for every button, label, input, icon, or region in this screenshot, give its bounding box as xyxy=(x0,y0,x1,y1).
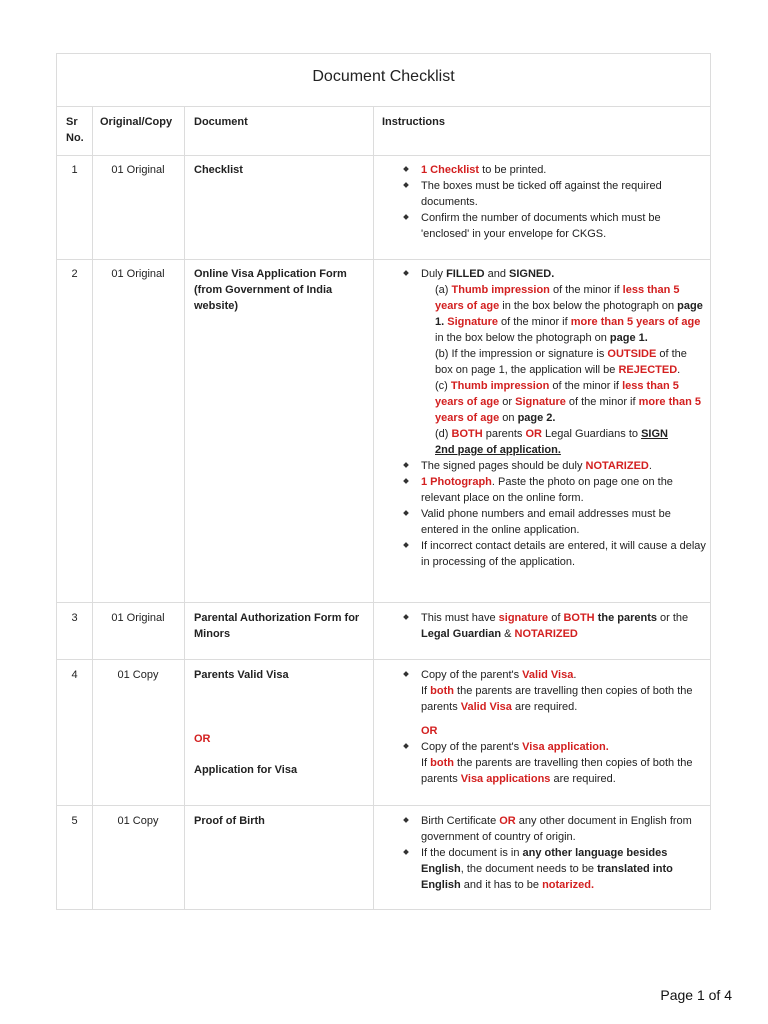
column-divider xyxy=(373,106,374,909)
row-divider xyxy=(57,106,710,107)
row5-document: Proof of Birth xyxy=(194,815,265,827)
row5-instructions xyxy=(401,813,706,893)
list-item: 1 Checklist to be printed. xyxy=(401,162,706,178)
list-item: If incorrect contact details are entered, it will cause a delay in processing of the application. xyxy=(401,538,706,570)
list-item: Duly FILLED and SIGNED. (a) Thumb impression of the minor if less than 5 years of age in the box below the photograph on page 1. Signature of the minor if more than 5 years of age in the box below the photograph on page 1. (b) If the impression or signature is OUTSIDE of the box on page 1, the application will be REJECTED. (c) Thumb impression of the minor if less than 5 years of age or Signature of the minor if more than 5 years of age on page 2. (d) BOTH parents OR Legal Guardians to SIGN 2nd page of application. xyxy=(401,266,706,458)
row2-document: Online Visa Application Form (from Government of India website) xyxy=(194,268,347,312)
row5-original-copy: 01 Copy xyxy=(117,815,159,827)
row-divider xyxy=(57,155,710,156)
row-divider xyxy=(57,659,710,660)
document-title: Document Checklist xyxy=(312,68,455,85)
row2-sr: 2 xyxy=(71,268,78,280)
subitem-c: (c) Thumb impression of the minor if less than 5 years of age or Signature of the minor if more than 5 years of age on page 2. xyxy=(435,380,701,424)
row3-original-copy: 01 Original xyxy=(111,612,165,624)
header-original-copy: Original/Copy xyxy=(100,116,173,128)
list-item: 1 Photograph. Paste the photo on page one on the relevant place on the online form. xyxy=(401,474,706,506)
subitem-d: (d) BOTH parents OR Legal Guardians to SIGN 2nd page of application. xyxy=(435,428,668,456)
list-item: Copy of the parent's Valid Visa. If both the parents are travelling then copies of both the parents Valid Visa are required. xyxy=(401,667,706,715)
page-number: Page 1 of 4 xyxy=(660,987,732,1003)
or-separator: OR xyxy=(421,725,438,737)
row3-document: Parental Authorization Form for Minors xyxy=(194,612,360,640)
row5-sr: 5 xyxy=(71,815,78,827)
list-item: This must have signature of BOTH the parents or the Legal Guardian & NOTARIZED xyxy=(401,610,706,642)
row4-sr: 4 xyxy=(71,669,78,681)
header-sr-no xyxy=(66,114,90,146)
row-divider xyxy=(57,259,710,260)
row2-original-copy: 01 Original xyxy=(111,268,165,280)
row3-sr: 3 xyxy=(71,612,78,624)
list-item: Copy of the parent's Visa application. If both the parents are travelling then copies of both the parents Visa applications are required. xyxy=(401,739,706,787)
row-divider xyxy=(57,602,710,603)
header-sr: Sr xyxy=(66,116,78,128)
list-item: The boxes must be ticked off against the required documents. xyxy=(401,178,706,210)
list-item: Birth Certificate OR any other document in English from government of country of origin. xyxy=(401,813,706,845)
list-item: The signed pages should be duly NOTARIZED. xyxy=(401,458,706,474)
list-item: If the document is in any other language besides English, the document needs to be translated into English and it has to be notarized. xyxy=(401,845,706,893)
row4-document-or: OR xyxy=(194,733,211,745)
row3-instructions xyxy=(401,610,706,642)
row4-document-visa: Parents Valid Visa xyxy=(194,669,289,681)
row1-instructions xyxy=(401,162,706,242)
header-instructions: Instructions xyxy=(382,116,445,128)
header-no: No. xyxy=(66,132,84,144)
row1-document: Checklist xyxy=(194,164,243,176)
header-document: Document xyxy=(194,116,248,128)
row4-instructions xyxy=(401,667,706,787)
row4-document-application: Application for Visa xyxy=(194,764,298,776)
row2-instructions xyxy=(401,266,706,570)
row1-original-copy: 01 Original xyxy=(111,164,165,176)
list-item: Confirm the number of documents which must be 'enclosed' in your envelope for CKGS. xyxy=(401,210,706,242)
checklist-table xyxy=(56,53,711,910)
row4-original-copy: 01 Copy xyxy=(117,669,159,681)
row-divider xyxy=(57,805,710,806)
column-divider xyxy=(92,106,93,909)
list-item: Valid phone numbers and email addresses must be entered in the online application. xyxy=(401,506,706,538)
subitem-b: (b) If the impression or signature is OUTSIDE of the box on page 1, the application will be REJECTED. xyxy=(435,348,687,376)
column-divider xyxy=(184,106,185,909)
subitem-a: (a) Thumb impression of the minor if less than 5 years of age in the box below the photograph on page 1. Signature of the minor if more than 5 years of age in the box below the photograph on page 1. xyxy=(435,284,703,344)
row1-sr: 1 xyxy=(71,164,78,176)
